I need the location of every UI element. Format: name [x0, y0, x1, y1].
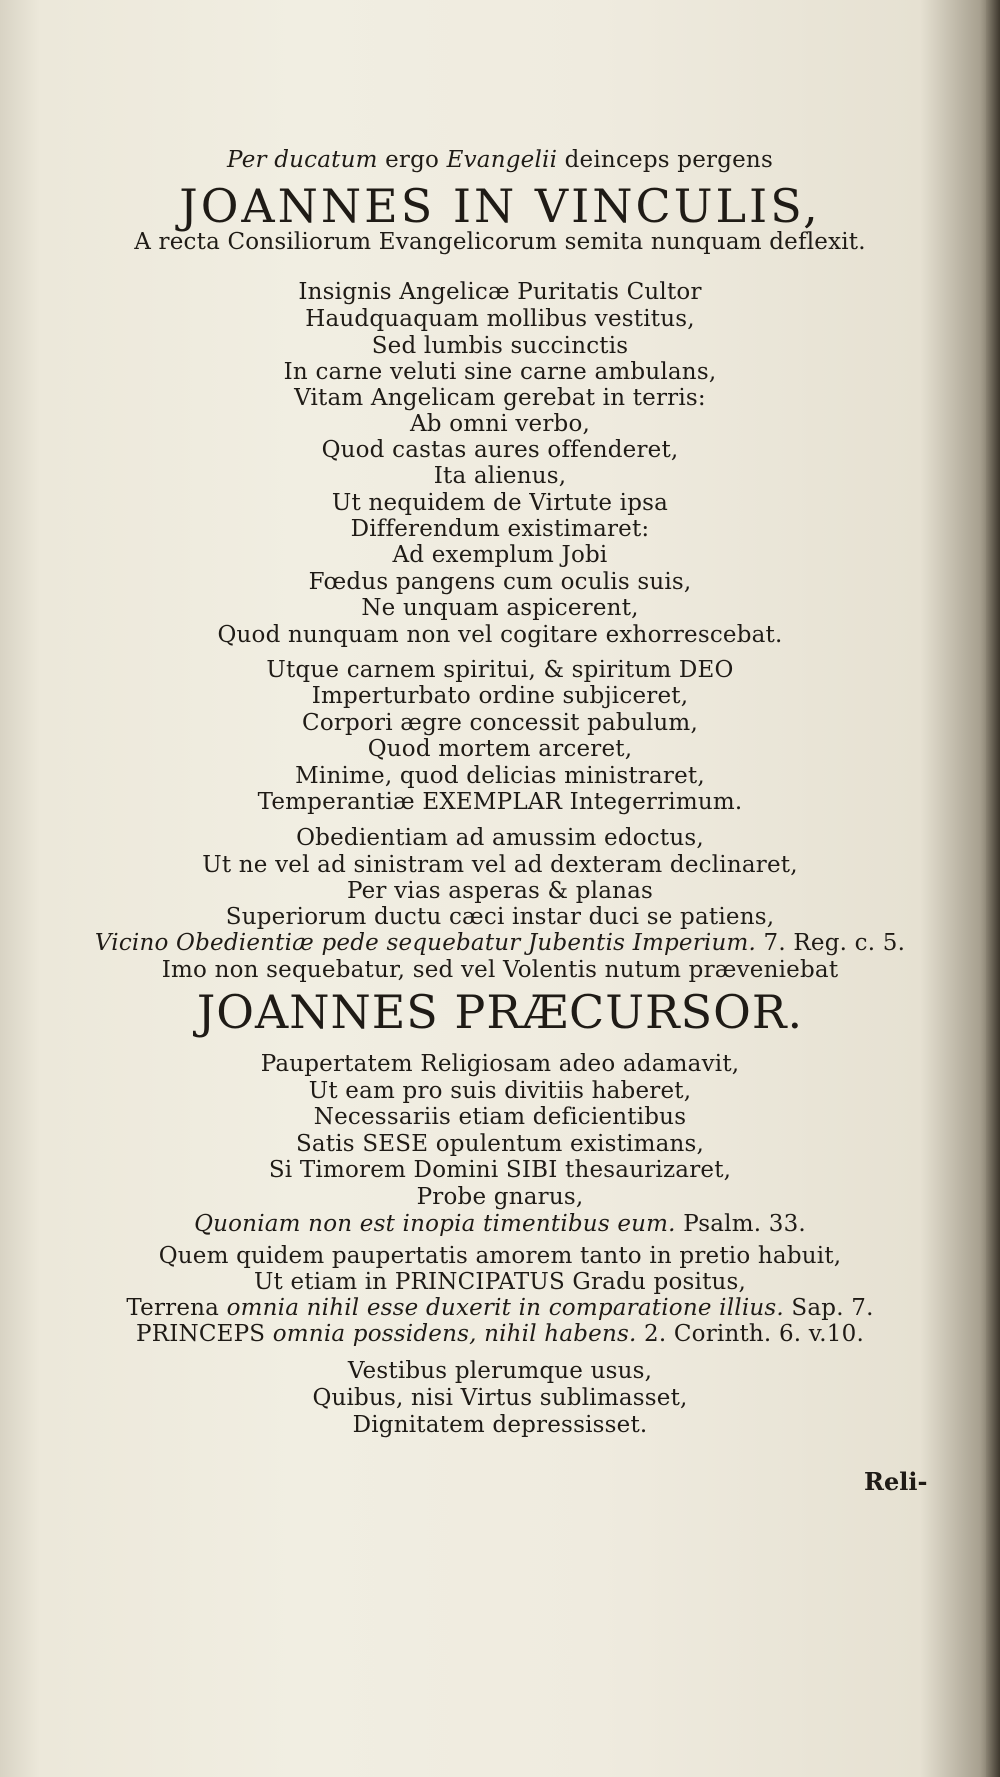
line-34: Satis SESE opulentum existimans,: [295, 1131, 705, 1157]
line-10: Quod castas aures offenderet,: [321, 437, 679, 463]
line-22: Minime, quod delicias ministraret,: [295, 763, 705, 789]
heading-joannes-praecursor: JOANNES PRÆCURSOR.: [196, 985, 804, 1039]
line-11: Ita alienus,: [433, 463, 567, 489]
line-13: Differendum existimaret:: [350, 516, 650, 542]
line-39: Ut etiam in PRINCIPATUS Gradu positus,: [253, 1269, 747, 1295]
line-36: Probe gnarus,: [416, 1184, 584, 1210]
line-37: Quoniam non est inopia timentibus eum. Psalm. 33.: [194, 1211, 806, 1237]
line-14: Ad exemplum Jobi: [392, 542, 608, 568]
line-18: Utque carnem spiritui, & spiritum DEO: [266, 657, 734, 683]
line-29: Imo non sequebatur, sed vel Volentis nutum præveniebat: [161, 957, 839, 983]
line-17: Quod nunquam non vel cogitare exhorrescebat.: [217, 622, 783, 648]
line-9: Ab omni verbo,: [409, 411, 591, 437]
line-15: Fœdus pangens cum oculis suis,: [308, 569, 692, 595]
line-4: Insignis Angelicæ Puritatis Cultor: [298, 279, 702, 305]
line-32: Ut eam pro suis divitiis haberet,: [308, 1078, 692, 1104]
line-12: Ut nequidem de Virtute ipsa: [331, 490, 669, 516]
line-43: Quibus, nisi Virtus sublimasset,: [312, 1385, 688, 1411]
line-24: Obedientiam ad amussim edoctus,: [296, 825, 704, 851]
line-27: Superiorum ductu cæci instar duci se patiens,: [225, 904, 775, 930]
line-31: Paupertatem Religiosam adeo adamavit,: [260, 1051, 740, 1077]
line-16: Ne unquam aspicerent,: [361, 595, 639, 621]
line-6: Sed lumbis succinctis: [371, 333, 629, 359]
line-41: PRINCEPS omnia possidens, nihil habens. 2. Corinth. 6. v.10.: [136, 1321, 864, 1347]
line-23: Temperantiæ EXEMPLAR Integerrimum.: [257, 789, 743, 815]
line-38: Quem quidem paupertatis amorem tanto in pretio habuit,: [158, 1243, 842, 1269]
line-1: Per ducatum ergo Evangelii deinceps pergens: [227, 147, 773, 173]
heading-joannes-in-vinculis: JOANNES IN VINCULIS,: [179, 179, 821, 233]
catchword: Reli-: [864, 1467, 928, 1496]
line-3: A recta Consiliorum Evangelicorum semita nunquam deflexit.: [134, 229, 866, 255]
line-21: Quod mortem arceret,: [367, 736, 633, 762]
line-26: Per vias asperas & planas: [346, 878, 654, 904]
line-40: Terrena omnia nihil esse duxerit in comparatione illius. Sap. 7.: [126, 1295, 874, 1321]
line-33: Necessariis etiam deficientibus: [313, 1104, 687, 1130]
line-20: Corpori ægre concessit pabulum,: [302, 710, 698, 736]
line-5: Haudquaquam mollibus vestitus,: [305, 306, 695, 332]
line-25: Ut ne vel ad sinistram vel ad dexteram declinaret,: [202, 852, 798, 878]
line-19: Imperturbato ordine subjiceret,: [311, 683, 689, 709]
line-28: Vicino Obedientiæ pede sequebatur Jubentis Imperium. 7. Reg. c. 5.: [94, 930, 906, 956]
line-44: Dignitatem depressisset.: [352, 1412, 648, 1438]
line-35: Si Timorem Domini SIBI thesaurizaret,: [268, 1157, 732, 1183]
line-7: In carne veluti sine carne ambulans,: [283, 359, 717, 385]
line-8: Vitam Angelicam gerebat in terris:: [294, 385, 706, 411]
line-42: Vestibus plerumque usus,: [347, 1358, 653, 1384]
